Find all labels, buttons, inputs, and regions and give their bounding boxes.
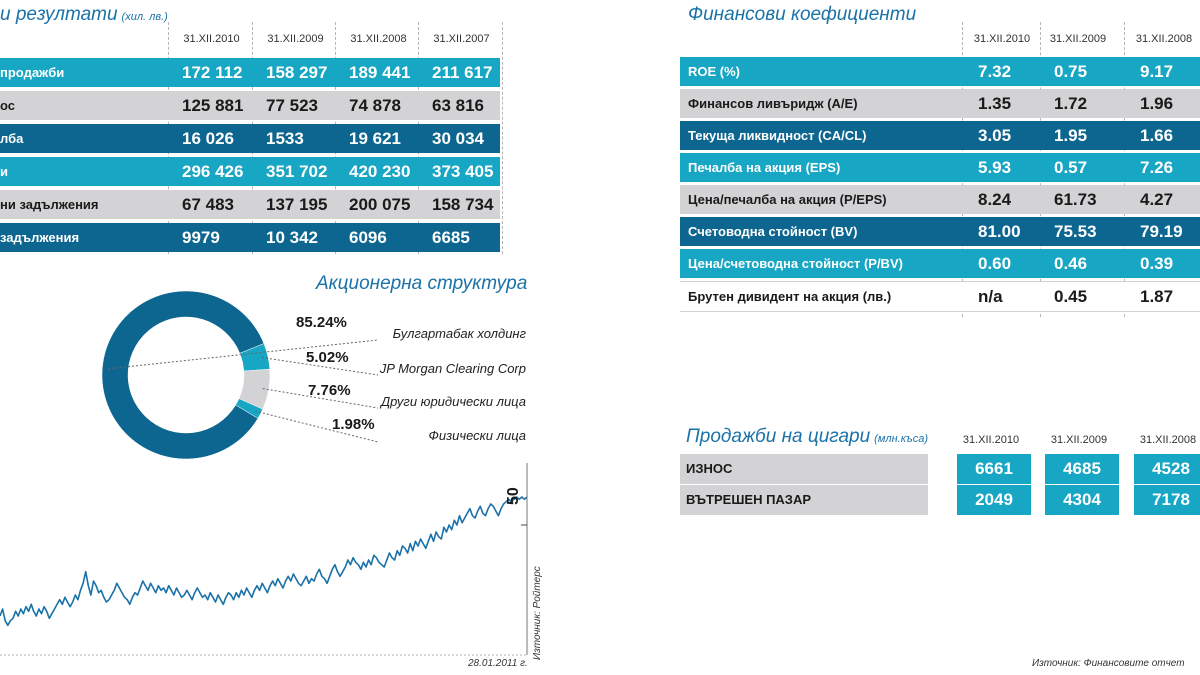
ratios-cell: 0.60 <box>978 254 1012 273</box>
donut-series-label: Булгартабак холдинг <box>392 326 526 341</box>
donut-percent-label: 5.02% <box>306 349 349 366</box>
results-cell: 211 617 <box>432 63 493 82</box>
chart-source: Източник: Ройтерс <box>532 566 543 660</box>
ratios-row <box>680 281 1200 312</box>
sales-cell: 4304 <box>1045 485 1119 515</box>
results-col-header: 31.XII.2008 <box>350 33 407 45</box>
donut-slice <box>102 291 264 459</box>
results-cell: 19 621 <box>349 129 401 148</box>
results-row <box>0 91 500 120</box>
ratios-cell: 9.17 <box>1140 62 1174 81</box>
ratios-cell: 8.24 <box>978 190 1012 209</box>
ratios-cell: 1.96 <box>1140 94 1174 113</box>
ratios-col-header: 31.XII.2008 <box>1135 33 1193 45</box>
ratios-cell: 75.53 <box>1054 222 1097 241</box>
ratios-cell: 0.75 <box>1054 62 1088 81</box>
ratios-row-label: Брутен дивидент на акция (лв.) <box>688 289 892 304</box>
sales-row-label: ВЪТРЕШЕН ПАЗАР <box>680 485 928 515</box>
results-row <box>0 58 500 87</box>
results-row <box>0 190 500 219</box>
results-cell: 9979 <box>182 228 220 247</box>
results-cell: 296 426 <box>182 162 244 181</box>
donut-percent-label: 1.98% <box>332 416 375 433</box>
results-cell: 125 881 <box>182 96 244 115</box>
sales-cell: 2049 <box>957 485 1031 515</box>
ratios-row <box>680 185 1200 214</box>
ratios-cell: 0.46 <box>1054 254 1088 273</box>
results-row <box>0 124 500 153</box>
results-col-header: 31.XII.2007 <box>433 33 490 45</box>
results-row-label: лба <box>0 131 24 146</box>
ratios-cell: 61.73 <box>1054 190 1097 209</box>
ratios-cell: 4.27 <box>1140 190 1174 209</box>
ratios-row-label: Счетоводна стойност (BV) <box>688 224 858 239</box>
ratios-row-label: Текуща ликвидност (CA/CL) <box>688 128 867 143</box>
ratios-row <box>680 89 1200 118</box>
results-cell: 373 405 <box>432 162 494 181</box>
results-row-label: ос <box>0 98 15 113</box>
sales-title: Продажби на цигари (млн.къса) <box>686 426 928 447</box>
ratios-row-label: Цена/печалба на акция (P/EPS) <box>688 192 887 207</box>
results-cell: 420 230 <box>349 162 411 181</box>
results-row <box>0 223 500 252</box>
ratios-row <box>680 249 1200 278</box>
shareholder-structure-title: Акционерна структура <box>316 273 528 294</box>
ratios-col-header: 31.XII.2010 <box>973 33 1031 45</box>
results-title: и резултати (хил. лв.) <box>0 4 168 25</box>
results-row-label: продажби <box>0 65 65 80</box>
results-cell: 63 816 <box>432 96 484 115</box>
results-col-header: 31.XII.2009 <box>267 33 324 45</box>
ratios-row <box>680 121 1200 150</box>
sales-cell: 4528 <box>1134 454 1200 484</box>
ratios-cell: 1.72 <box>1054 94 1088 113</box>
share-price-line <box>0 497 527 625</box>
results-cell: 351 702 <box>266 162 328 181</box>
ratios-cell: 81.00 <box>978 222 1021 241</box>
results-row-label: задължения <box>0 230 80 245</box>
ratios-cell: 0.57 <box>1054 158 1088 177</box>
donut-percent-label: 7.76% <box>308 382 351 399</box>
ratios-row <box>680 153 1200 182</box>
chart-date-label: 28.01.2011 г. <box>468 658 528 669</box>
results-cell: 200 075 <box>349 195 411 214</box>
sales-cell: 4685 <box>1045 454 1119 484</box>
ratios-cell: 3.05 <box>978 126 1012 145</box>
source-note: Източник: Финансовите отчет <box>1032 658 1185 669</box>
results-cell: 189 441 <box>349 63 411 82</box>
sales-row <box>680 485 1200 515</box>
ratios-row <box>680 57 1200 86</box>
price-end-label: 50 <box>505 487 522 505</box>
ratios-row-label: Печалба на акция (EPS) <box>688 160 841 175</box>
donut-series-label: JP Morgan Clearing Corp <box>379 361 526 376</box>
ratios-row-label: Финансов ливъридж (A/E) <box>688 96 858 111</box>
sales-row <box>680 454 1200 484</box>
results-cell: 6096 <box>349 228 387 247</box>
results-table <box>0 0 505 260</box>
sales-col-header: 31.XII.2008 <box>1139 434 1197 446</box>
ratios-cell: 1.95 <box>1054 126 1088 145</box>
ratios-cell: 1.66 <box>1140 126 1174 145</box>
sales-row-label: ИЗНОС <box>680 454 928 484</box>
results-cell: 74 878 <box>349 96 401 115</box>
results-col-header: 31.XII.2010 <box>183 33 240 45</box>
share-price-line-chart <box>0 455 545 675</box>
results-row <box>0 157 500 186</box>
sales-cell: 6661 <box>957 454 1031 484</box>
results-cell: 1533 <box>266 129 304 148</box>
sales-col-header: 31.XII.2010 <box>962 434 1020 446</box>
donut-series-label: Физически лица <box>428 428 526 443</box>
results-cell: 6685 <box>432 228 470 247</box>
results-cell: 10 342 <box>266 228 318 247</box>
results-cell: 30 034 <box>432 129 484 148</box>
ratios-cell: 7.26 <box>1140 158 1174 177</box>
donut-percent-label: 85.24% <box>296 314 347 331</box>
results-cell: 137 195 <box>266 195 328 214</box>
ratios-row <box>680 217 1200 246</box>
results-cell: 158 734 <box>432 195 494 214</box>
ratios-cell: 0.45 <box>1054 287 1088 306</box>
sales-cell: 7178 <box>1134 485 1200 515</box>
ratios-row-label: ROE (%) <box>688 64 740 79</box>
ratios-cell: 0.39 <box>1140 254 1174 273</box>
results-cell: 16 026 <box>182 129 234 148</box>
results-cell: 77 523 <box>266 96 318 115</box>
ratios-row-label: Цена/счетоводна стойност (P/BV) <box>688 256 903 271</box>
results-cell: 172 112 <box>182 63 243 82</box>
results-cell: 67 483 <box>182 195 234 214</box>
ratios-cell: 79.19 <box>1140 222 1183 241</box>
ratios-cell: 1.35 <box>978 94 1012 113</box>
donut-series-label: Други юридически лица <box>380 394 526 409</box>
ratios-cell: 5.93 <box>978 158 1012 177</box>
results-cell: 158 297 <box>266 63 328 82</box>
ratios-cell: 1.87 <box>1140 287 1174 306</box>
ratios-table <box>680 0 1200 320</box>
results-row-label: и <box>0 164 8 179</box>
ratios-title: Финансови коефициенти <box>688 4 917 25</box>
sales-col-header: 31.XII.2009 <box>1050 434 1108 446</box>
ratios-col-header: 31.XII.2009 <box>1049 33 1107 45</box>
results-row-label: ни задължения <box>0 197 99 212</box>
ratios-cell: n/a <box>978 287 1003 306</box>
ratios-cell: 7.32 <box>978 62 1012 81</box>
